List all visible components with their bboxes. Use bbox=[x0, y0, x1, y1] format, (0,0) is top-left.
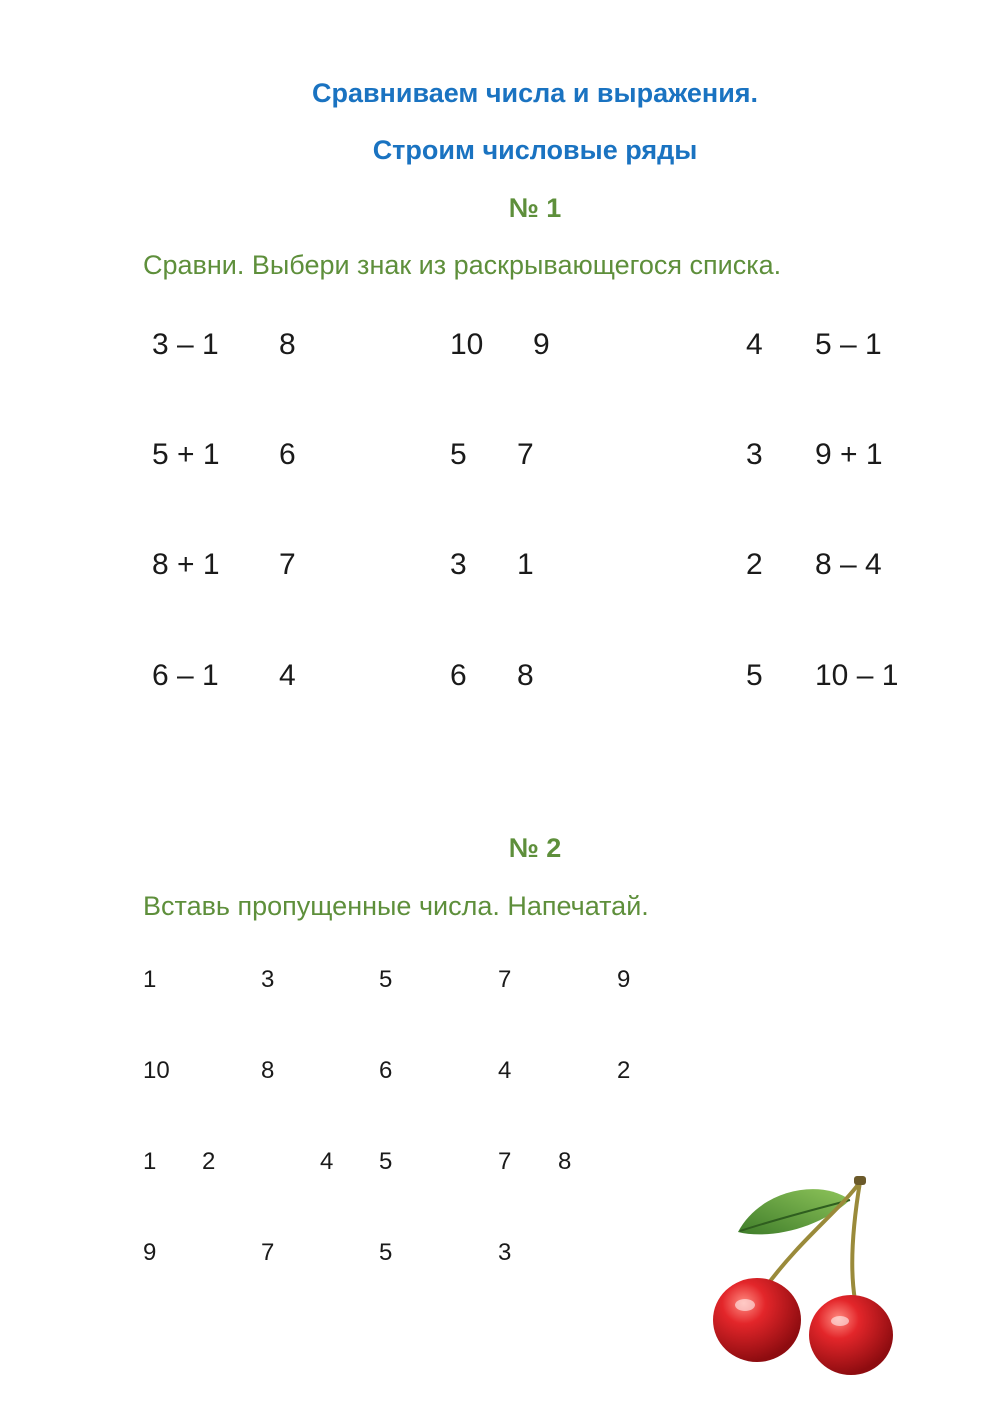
row-number: 7 bbox=[498, 966, 512, 993]
expression-right: 9 bbox=[533, 328, 550, 361]
expression-left: 2 bbox=[746, 548, 763, 581]
expression-right: 8 bbox=[517, 659, 534, 692]
row-number: 8 bbox=[261, 1057, 275, 1084]
expression-right: 7 bbox=[279, 548, 296, 581]
row-number: 5 bbox=[379, 1148, 393, 1175]
worksheet-title-line2: Строим числовые ряды bbox=[372, 135, 698, 165]
expression-right: 7 bbox=[517, 438, 534, 471]
expression-right: 4 bbox=[279, 659, 296, 692]
task2-instruction: Вставь пропущенные числа. Напечатай. bbox=[143, 891, 649, 921]
row-number: 4 bbox=[320, 1148, 334, 1175]
expression-left: 4 bbox=[746, 328, 763, 361]
task2-number: № 2 bbox=[508, 833, 562, 863]
expression-right: 8 – 4 bbox=[815, 548, 882, 581]
row-number: 10 bbox=[143, 1057, 170, 1084]
expression-left: 5 bbox=[746, 659, 763, 692]
expression-left: 8 + 1 bbox=[152, 548, 220, 581]
row-number: 7 bbox=[261, 1239, 275, 1266]
expression-left: 3 – 1 bbox=[152, 328, 219, 361]
row-number: 5 bbox=[379, 966, 393, 993]
row-number: 3 bbox=[261, 966, 275, 993]
expression-right: 6 bbox=[279, 438, 296, 471]
expression-left: 6 – 1 bbox=[152, 659, 219, 692]
expression-right: 5 – 1 bbox=[815, 328, 882, 361]
row-number: 8 bbox=[558, 1148, 572, 1175]
expression-right: 9 + 1 bbox=[815, 438, 883, 471]
row-number: 9 bbox=[143, 1239, 157, 1266]
worksheet-title-line1: Сравниваем числа и выражения. bbox=[311, 78, 759, 108]
row-number: 6 bbox=[379, 1057, 393, 1084]
expression-left: 5 bbox=[450, 438, 467, 471]
row-number: 2 bbox=[617, 1057, 631, 1084]
row-number: 1 bbox=[143, 1148, 157, 1175]
row-number: 9 bbox=[617, 966, 631, 993]
cherry-icon bbox=[700, 1170, 910, 1385]
task1-number: № 1 bbox=[508, 193, 562, 223]
expression-right: 8 bbox=[279, 328, 296, 361]
expression-left: 6 bbox=[450, 659, 467, 692]
expression-left: 5 + 1 bbox=[152, 438, 220, 471]
expression-right: 10 – 1 bbox=[815, 659, 899, 692]
row-number: 4 bbox=[498, 1057, 512, 1084]
expression-right: 1 bbox=[517, 548, 534, 581]
expression-left: 3 bbox=[746, 438, 763, 471]
row-number: 3 bbox=[498, 1239, 512, 1266]
row-number: 7 bbox=[498, 1148, 512, 1175]
expression-left: 3 bbox=[450, 548, 467, 581]
row-number: 2 bbox=[202, 1148, 216, 1175]
task1-instruction: Сравни. Выбери знак из раскрывающегося списка. bbox=[143, 250, 782, 280]
expression-left: 10 bbox=[450, 328, 484, 361]
row-number: 5 bbox=[379, 1239, 393, 1266]
row-number: 1 bbox=[143, 966, 157, 993]
